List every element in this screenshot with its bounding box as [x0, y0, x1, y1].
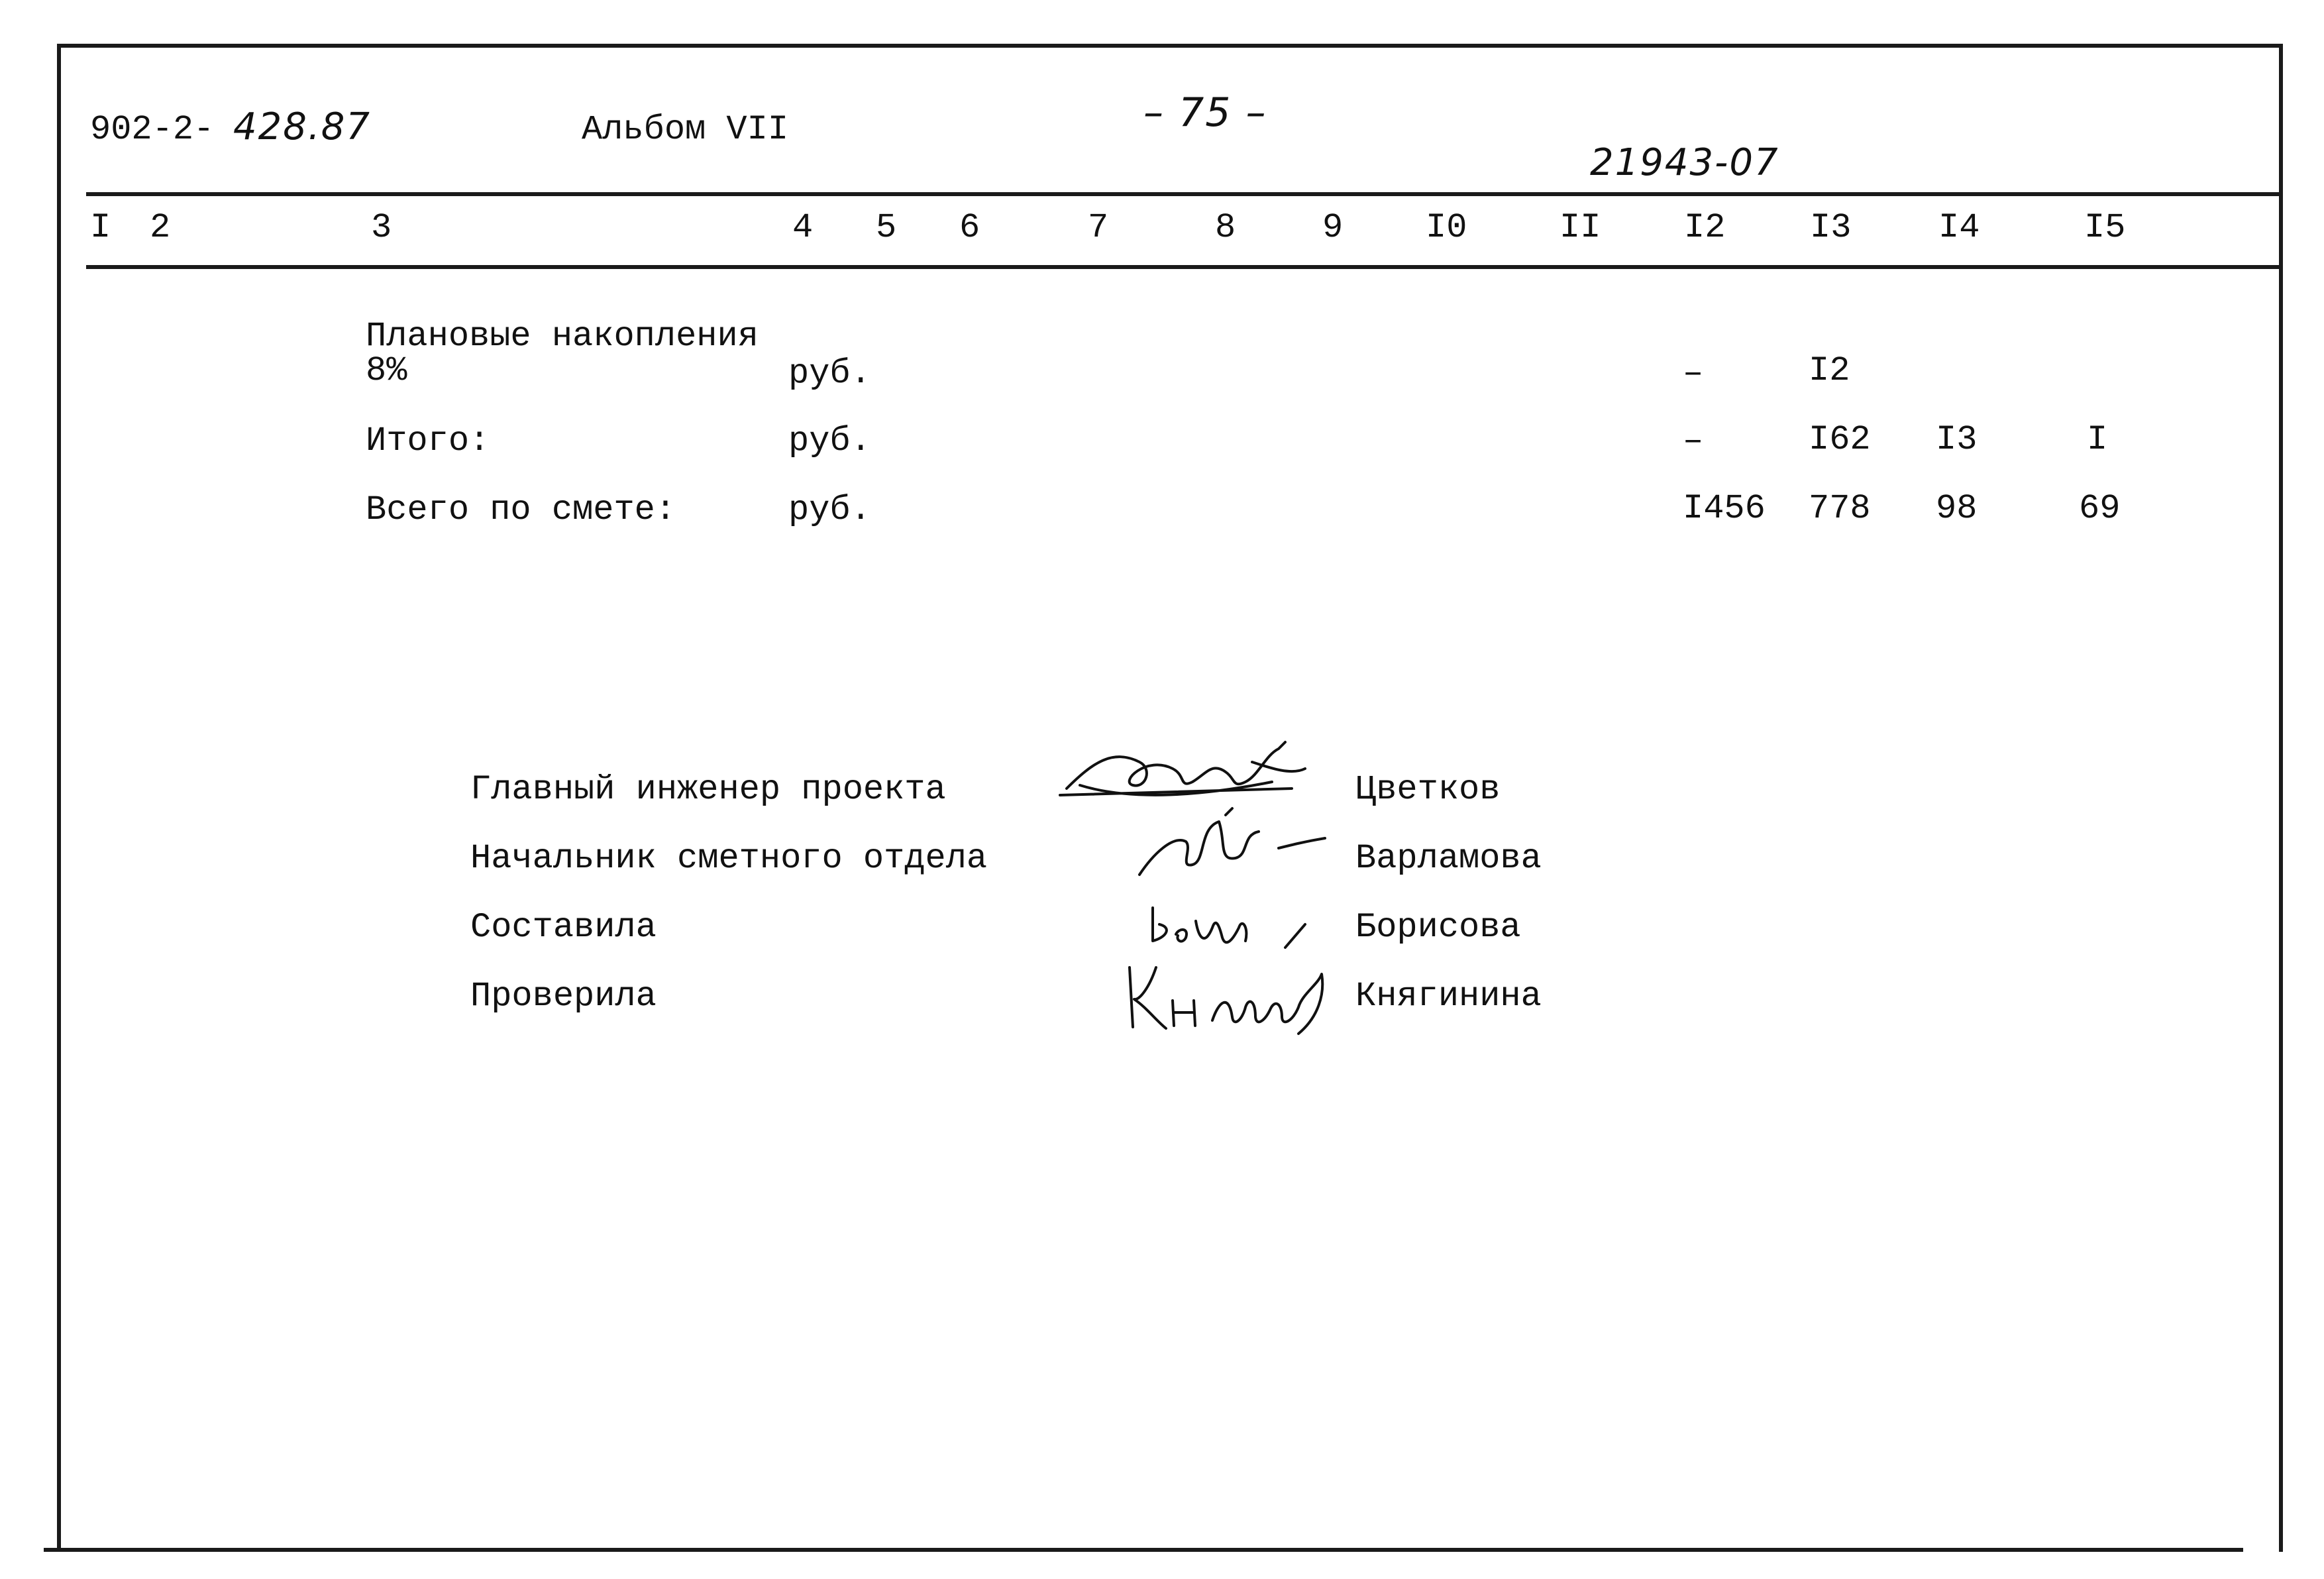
column-number: I4	[1938, 208, 1980, 247]
column-number: I2	[1684, 208, 1726, 247]
frame-bottom-border	[44, 1548, 2243, 1552]
signature-borisova	[1139, 888, 1338, 961]
column-number: 6	[959, 208, 980, 247]
signature-role: Начальник сметного отдела	[470, 839, 988, 878]
signature-role: Главный инженер проекта	[470, 770, 946, 809]
row-unit: руб.	[788, 354, 871, 393]
signature-role: Проверила	[470, 977, 657, 1016]
inventory-number: 21943-07	[1590, 141, 1779, 184]
row-name: Всего по смете:	[366, 490, 676, 529]
signature-knyaginina	[1120, 954, 1345, 1040]
column-number: 7	[1088, 208, 1109, 247]
column-number: 5	[876, 208, 897, 247]
album-label: Альбом VII	[582, 110, 789, 149]
signatory-name: Цветков	[1355, 770, 1501, 809]
column-number: II	[1559, 208, 1601, 247]
row-name: Плановые накопления	[366, 317, 759, 356]
cell-col-12: –	[1683, 421, 1704, 461]
page-number: – 75 –	[1143, 89, 1267, 136]
row-name: Итого:	[366, 421, 490, 461]
column-number: 3	[371, 208, 392, 247]
column-number: I	[90, 208, 111, 247]
doc-code-handwritten: 428.87	[233, 105, 371, 148]
row-unit: руб.	[788, 421, 871, 461]
signature-varlamova	[1126, 802, 1338, 888]
signature-role: Составила	[470, 908, 657, 947]
frame-top-border	[57, 44, 2283, 48]
signatory-name: Борисова	[1355, 908, 1521, 947]
signatory-name: Варламова	[1355, 839, 1542, 878]
frame-right-border	[2279, 46, 2283, 1552]
frame-left-border	[57, 44, 61, 1552]
column-number: I0	[1426, 208, 1467, 247]
doc-code-printed: 902-2-	[90, 110, 215, 149]
column-number: 8	[1215, 208, 1236, 247]
cell-col-15: 69	[2079, 489, 2121, 528]
cell-col-13: I62	[1809, 420, 1871, 459]
row-name-percent: 8%	[366, 351, 407, 390]
row-unit: руб.	[788, 490, 871, 529]
column-number: I3	[1810, 208, 1852, 247]
column-number: 9	[1322, 208, 1344, 247]
cell-col-12: –	[1683, 354, 1704, 393]
cell-col-15: I	[2087, 420, 2108, 459]
cell-col-14: I3	[1936, 420, 1978, 459]
cell-col-13: 778	[1809, 489, 1871, 528]
table-header-top-rule	[86, 192, 2280, 196]
column-number: 2	[150, 208, 171, 247]
table-header-bottom-rule	[86, 265, 2280, 269]
column-number: 4	[792, 208, 814, 247]
cell-col-13: I2	[1809, 351, 1850, 390]
cell-col-14: 98	[1936, 489, 1978, 528]
cell-col-12: I456	[1683, 489, 1766, 528]
column-number: I5	[2084, 208, 2126, 247]
signatory-name: Княгинина	[1355, 977, 1542, 1016]
